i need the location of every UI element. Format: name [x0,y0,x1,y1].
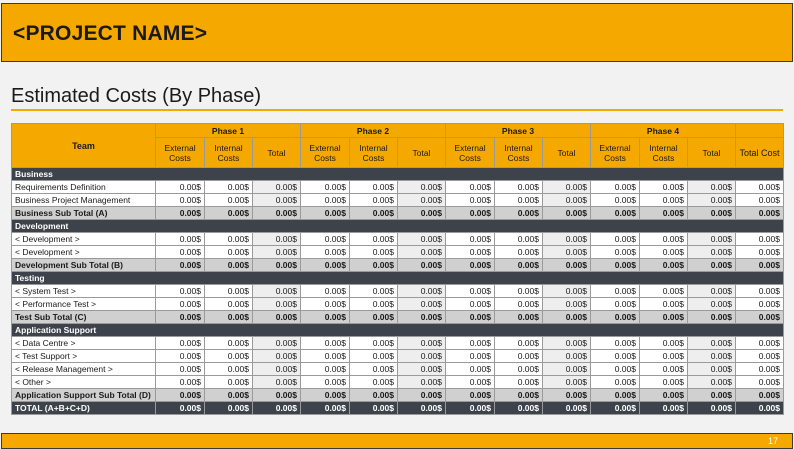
group-label: Business [12,168,784,181]
cost-cell: 0.00$ [205,259,253,272]
row-label: < Test Support > [12,350,156,363]
cost-cell: 0.00$ [446,207,495,220]
group-label: Testing [12,272,784,285]
total-cost-cell: 0.00$ [736,285,784,298]
row-label: Requirements Definition [12,181,156,194]
total-cost-cell: 0.00$ [736,363,784,376]
cost-cell: 0.00$ [495,246,543,259]
cost-cell: 0.00$ [446,181,495,194]
cost-cell: 0.00$ [591,259,640,272]
phase-total-cell: 0.00$ [398,402,446,415]
cost-cell: 0.00$ [640,194,688,207]
phase-total-cell: 0.00$ [688,389,736,402]
cost-cell: 0.00$ [156,298,205,311]
cost-cell: 0.00$ [301,207,350,220]
cost-cell: 0.00$ [591,246,640,259]
phase-total-cell: 0.00$ [398,363,446,376]
cost-cell: 0.00$ [156,285,205,298]
cost-cell: 0.00$ [350,194,398,207]
phase-total-cell: 0.00$ [688,181,736,194]
cost-cell: 0.00$ [156,389,205,402]
subtotal-label: Development Sub Total (B) [12,259,156,272]
phase-total-cell: 0.00$ [688,207,736,220]
total-cost-cell: 0.00$ [736,389,784,402]
table-row [12,337,784,350]
phase-total-cell: 0.00$ [543,246,591,259]
external-costs-header: External Costs [591,138,640,168]
cost-cell: 0.00$ [301,350,350,363]
total-cost-cell: 0.00$ [736,259,784,272]
cost-cell: 0.00$ [495,298,543,311]
title-underline [11,109,783,111]
internal-costs-header: Internal Costs [350,138,398,168]
cost-cell: 0.00$ [301,337,350,350]
cost-cell: 0.00$ [156,402,205,415]
phase-total-cell: 0.00$ [543,376,591,389]
cost-cell: 0.00$ [640,402,688,415]
cost-cell: 0.00$ [350,402,398,415]
phase-total-cell: 0.00$ [688,376,736,389]
total-cost-cell: 0.00$ [736,246,784,259]
cost-cell: 0.00$ [446,233,495,246]
cost-cell: 0.00$ [301,246,350,259]
phase-total-cell: 0.00$ [543,402,591,415]
phase-total-cell: 0.00$ [543,298,591,311]
cost-cell: 0.00$ [591,376,640,389]
phase-total-cell: 0.00$ [253,376,301,389]
phase-total-cell: 0.00$ [688,311,736,324]
cost-cell: 0.00$ [156,350,205,363]
group-row [12,272,784,285]
table-row [12,350,784,363]
row-label: < Performance Test > [12,298,156,311]
phase-header-row [12,124,784,138]
cost-cell: 0.00$ [495,376,543,389]
phase-total-cell: 0.00$ [543,350,591,363]
phase-total-cell: 0.00$ [398,389,446,402]
cost-cell: 0.00$ [350,389,398,402]
cost-cell: 0.00$ [350,285,398,298]
cost-cell: 0.00$ [350,376,398,389]
section-title: Estimated Costs (By Phase) [11,85,262,107]
cost-cell: 0.00$ [350,298,398,311]
cost-table-body [12,168,784,415]
total-header: Total [543,138,591,168]
cost-cell: 0.00$ [446,363,495,376]
phase-header: Phase 1 [156,124,301,138]
grand-total-label: TOTAL (A+B+C+D) [12,402,156,415]
phase-total-cell: 0.00$ [398,285,446,298]
team-header: Team [12,124,156,168]
cost-cell: 0.00$ [640,311,688,324]
cost-cell: 0.00$ [640,363,688,376]
phase-header: Phase 3 [446,124,591,138]
phase-total-cell: 0.00$ [253,233,301,246]
table-row [12,233,784,246]
total-header: Total [398,138,446,168]
cost-cell: 0.00$ [591,181,640,194]
group-label: Development [12,220,784,233]
table-row [12,194,784,207]
table-row [12,376,784,389]
total-cost-cell: 0.00$ [736,350,784,363]
phase-total-cell: 0.00$ [398,233,446,246]
cost-cell: 0.00$ [350,311,398,324]
phase-total-cell: 0.00$ [253,311,301,324]
cost-cell: 0.00$ [156,259,205,272]
phase-total-cell: 0.00$ [398,350,446,363]
total-cost-cell: 0.00$ [736,376,784,389]
cost-cell: 0.00$ [446,259,495,272]
internal-costs-header: Internal Costs [205,138,253,168]
cost-cell: 0.00$ [640,181,688,194]
cost-cell: 0.00$ [591,389,640,402]
cost-cell: 0.00$ [495,402,543,415]
cost-cell: 0.00$ [350,337,398,350]
phase-total-cell: 0.00$ [253,337,301,350]
cost-cell: 0.00$ [156,311,205,324]
cost-cell: 0.00$ [640,259,688,272]
cost-cell: 0.00$ [591,207,640,220]
total-cost-cell: 0.00$ [736,207,784,220]
cost-cell: 0.00$ [301,298,350,311]
cost-cell: 0.00$ [205,181,253,194]
cost-cell: 0.00$ [446,402,495,415]
phase-total-cell: 0.00$ [398,298,446,311]
cost-cell: 0.00$ [640,350,688,363]
cost-cell: 0.00$ [156,376,205,389]
cost-cell: 0.00$ [495,259,543,272]
cost-cell: 0.00$ [156,181,205,194]
cost-cell: 0.00$ [156,363,205,376]
phase-total-cell: 0.00$ [398,246,446,259]
phase-total-cell: 0.00$ [253,246,301,259]
cost-cell: 0.00$ [350,246,398,259]
subtotal-row [12,207,784,220]
cost-cell: 0.00$ [301,233,350,246]
phase-total-cell: 0.00$ [253,389,301,402]
cost-cell: 0.00$ [495,181,543,194]
cost-cell: 0.00$ [205,376,253,389]
cost-cell: 0.00$ [350,350,398,363]
cost-cell: 0.00$ [446,285,495,298]
subtotal-label: Test Sub Total (C) [12,311,156,324]
cost-cell: 0.00$ [301,389,350,402]
group-row [12,324,784,337]
table-row [12,298,784,311]
cost-cell: 0.00$ [591,311,640,324]
row-label: < Data Centre > [12,337,156,350]
subtotal-label: Application Support Sub Total (D) [12,389,156,402]
cost-cell: 0.00$ [591,402,640,415]
group-label: Application Support [12,324,784,337]
phase-total-cell: 0.00$ [253,285,301,298]
phase-header: Phase 4 [591,124,736,138]
total-cost-cell: 0.00$ [736,181,784,194]
cost-cell: 0.00$ [156,337,205,350]
cost-cell: 0.00$ [156,207,205,220]
row-label: Business Project Management [12,194,156,207]
cost-cell: 0.00$ [446,298,495,311]
phase-total-cell: 0.00$ [253,207,301,220]
cost-cell: 0.00$ [446,246,495,259]
cost-cell: 0.00$ [640,285,688,298]
phase-total-cell: 0.00$ [253,181,301,194]
row-label: < Other > [12,376,156,389]
phase-header: Phase 2 [301,124,446,138]
cost-cell: 0.00$ [205,285,253,298]
page-number: 17 [767,436,778,446]
cost-cell: 0.00$ [495,350,543,363]
cost-cell: 0.00$ [640,337,688,350]
subtotal-row [12,259,784,272]
phase-total-cell: 0.00$ [688,246,736,259]
total-header: Total [688,138,736,168]
cost-cell: 0.00$ [495,311,543,324]
phase-total-cell: 0.00$ [543,285,591,298]
cost-cell: 0.00$ [205,233,253,246]
cost-cell: 0.00$ [350,207,398,220]
cost-cell: 0.00$ [495,194,543,207]
footer-bar [1,433,793,449]
cost-cell: 0.00$ [205,207,253,220]
table-row [12,181,784,194]
phase-total-cell: 0.00$ [688,233,736,246]
cost-cell: 0.00$ [495,207,543,220]
cost-cell: 0.00$ [640,298,688,311]
cost-cell: 0.00$ [446,311,495,324]
cost-cell: 0.00$ [301,402,350,415]
subtotal-row [12,389,784,402]
cost-cell: 0.00$ [205,402,253,415]
phase-total-cell: 0.00$ [398,207,446,220]
cost-cell: 0.00$ [205,298,253,311]
table-row [12,246,784,259]
phase-total-cell: 0.00$ [543,194,591,207]
phase-total-cell: 0.00$ [688,285,736,298]
external-costs-header: External Costs [156,138,205,168]
phase-total-cell: 0.00$ [688,259,736,272]
cost-cell: 0.00$ [301,285,350,298]
cost-cell: 0.00$ [495,363,543,376]
row-label: < Development > [12,233,156,246]
cost-cell: 0.00$ [301,194,350,207]
total-cost-cell: 0.00$ [736,298,784,311]
total-cost-cell: 0.00$ [736,233,784,246]
phase-total-cell: 0.00$ [543,311,591,324]
phase-total-cell: 0.00$ [688,337,736,350]
internal-costs-header: Internal Costs [640,138,688,168]
cost-cell: 0.00$ [156,233,205,246]
phase-total-cell: 0.00$ [688,298,736,311]
phase-total-cell: 0.00$ [253,363,301,376]
cost-cell: 0.00$ [446,376,495,389]
phase-total-cell: 0.00$ [688,402,736,415]
cost-cell: 0.00$ [640,376,688,389]
phase-total-cell: 0.00$ [253,350,301,363]
cost-cell: 0.00$ [301,259,350,272]
phase-total-cell: 0.00$ [543,207,591,220]
phase-total-cell: 0.00$ [253,402,301,415]
external-costs-header: External Costs [301,138,350,168]
phase-total-cell: 0.00$ [688,194,736,207]
grand-total-row [12,402,784,415]
total-cost-cell: 0.00$ [736,311,784,324]
row-label: < System Test > [12,285,156,298]
phase-total-cell: 0.00$ [398,376,446,389]
header-bar [1,3,793,62]
cost-cell: 0.00$ [301,311,350,324]
phase-total-cell: 0.00$ [543,181,591,194]
cost-cell: 0.00$ [640,233,688,246]
subtotal-row [12,311,784,324]
cost-cell: 0.00$ [591,285,640,298]
total-cost-cell: 0.00$ [736,402,784,415]
cost-cell: 0.00$ [205,194,253,207]
total-cost-cell: 0.00$ [736,194,784,207]
phase-total-cell: 0.00$ [688,363,736,376]
cost-cell: 0.00$ [446,389,495,402]
cost-cell: 0.00$ [301,376,350,389]
cost-cell: 0.00$ [350,233,398,246]
subtotal-label: Business Sub Total (A) [12,207,156,220]
row-label: < Release Management > [12,363,156,376]
phase-total-cell: 0.00$ [398,194,446,207]
phase-total-cell: 0.00$ [543,389,591,402]
cost-cell: 0.00$ [591,363,640,376]
cost-cell: 0.00$ [301,181,350,194]
row-label: < Development > [12,246,156,259]
cost-table [11,123,784,415]
cost-cell: 0.00$ [205,389,253,402]
phase-total-cell: 0.00$ [543,363,591,376]
cost-cell: 0.00$ [446,194,495,207]
project-title: <PROJECT NAME> [13,22,208,45]
cost-cell: 0.00$ [205,363,253,376]
external-costs-header: External Costs [446,138,495,168]
cost-cell: 0.00$ [446,337,495,350]
phase-total-cell: 0.00$ [398,181,446,194]
table-row [12,285,784,298]
cost-cell: 0.00$ [301,363,350,376]
phase-total-cell: 0.00$ [253,298,301,311]
cost-cell: 0.00$ [205,350,253,363]
phase-total-cell: 0.00$ [398,311,446,324]
cost-cell: 0.00$ [591,350,640,363]
cost-cell: 0.00$ [446,350,495,363]
cost-cell: 0.00$ [591,233,640,246]
cost-cell: 0.00$ [495,233,543,246]
total-header: Total [253,138,301,168]
group-row [12,168,784,181]
phase-total-cell: 0.00$ [543,337,591,350]
cost-cell: 0.00$ [640,246,688,259]
cost-cell: 0.00$ [156,194,205,207]
cost-cell: 0.00$ [350,259,398,272]
cost-cell: 0.00$ [591,194,640,207]
cost-cell: 0.00$ [350,181,398,194]
total-cost-cell: 0.00$ [736,337,784,350]
cost-cell: 0.00$ [350,363,398,376]
phase-total-cell: 0.00$ [398,259,446,272]
cost-cell: 0.00$ [205,311,253,324]
cost-cell: 0.00$ [495,285,543,298]
group-row [12,220,784,233]
phase-total-cell: 0.00$ [543,259,591,272]
phase-header-blank [736,124,784,138]
phase-total-cell: 0.00$ [253,259,301,272]
internal-costs-header: Internal Costs [495,138,543,168]
cost-cell: 0.00$ [156,246,205,259]
table-row [12,363,784,376]
cost-cell: 0.00$ [591,298,640,311]
cost-cell: 0.00$ [495,389,543,402]
phase-total-cell: 0.00$ [398,337,446,350]
cost-cell: 0.00$ [640,207,688,220]
phase-total-cell: 0.00$ [688,350,736,363]
cost-cell: 0.00$ [205,246,253,259]
total-cost-header: Total Cost [736,138,784,168]
phase-total-cell: 0.00$ [253,194,301,207]
cost-cell: 0.00$ [205,337,253,350]
cost-cell: 0.00$ [495,337,543,350]
cost-cell: 0.00$ [640,389,688,402]
cost-cell: 0.00$ [591,337,640,350]
phase-total-cell: 0.00$ [543,233,591,246]
